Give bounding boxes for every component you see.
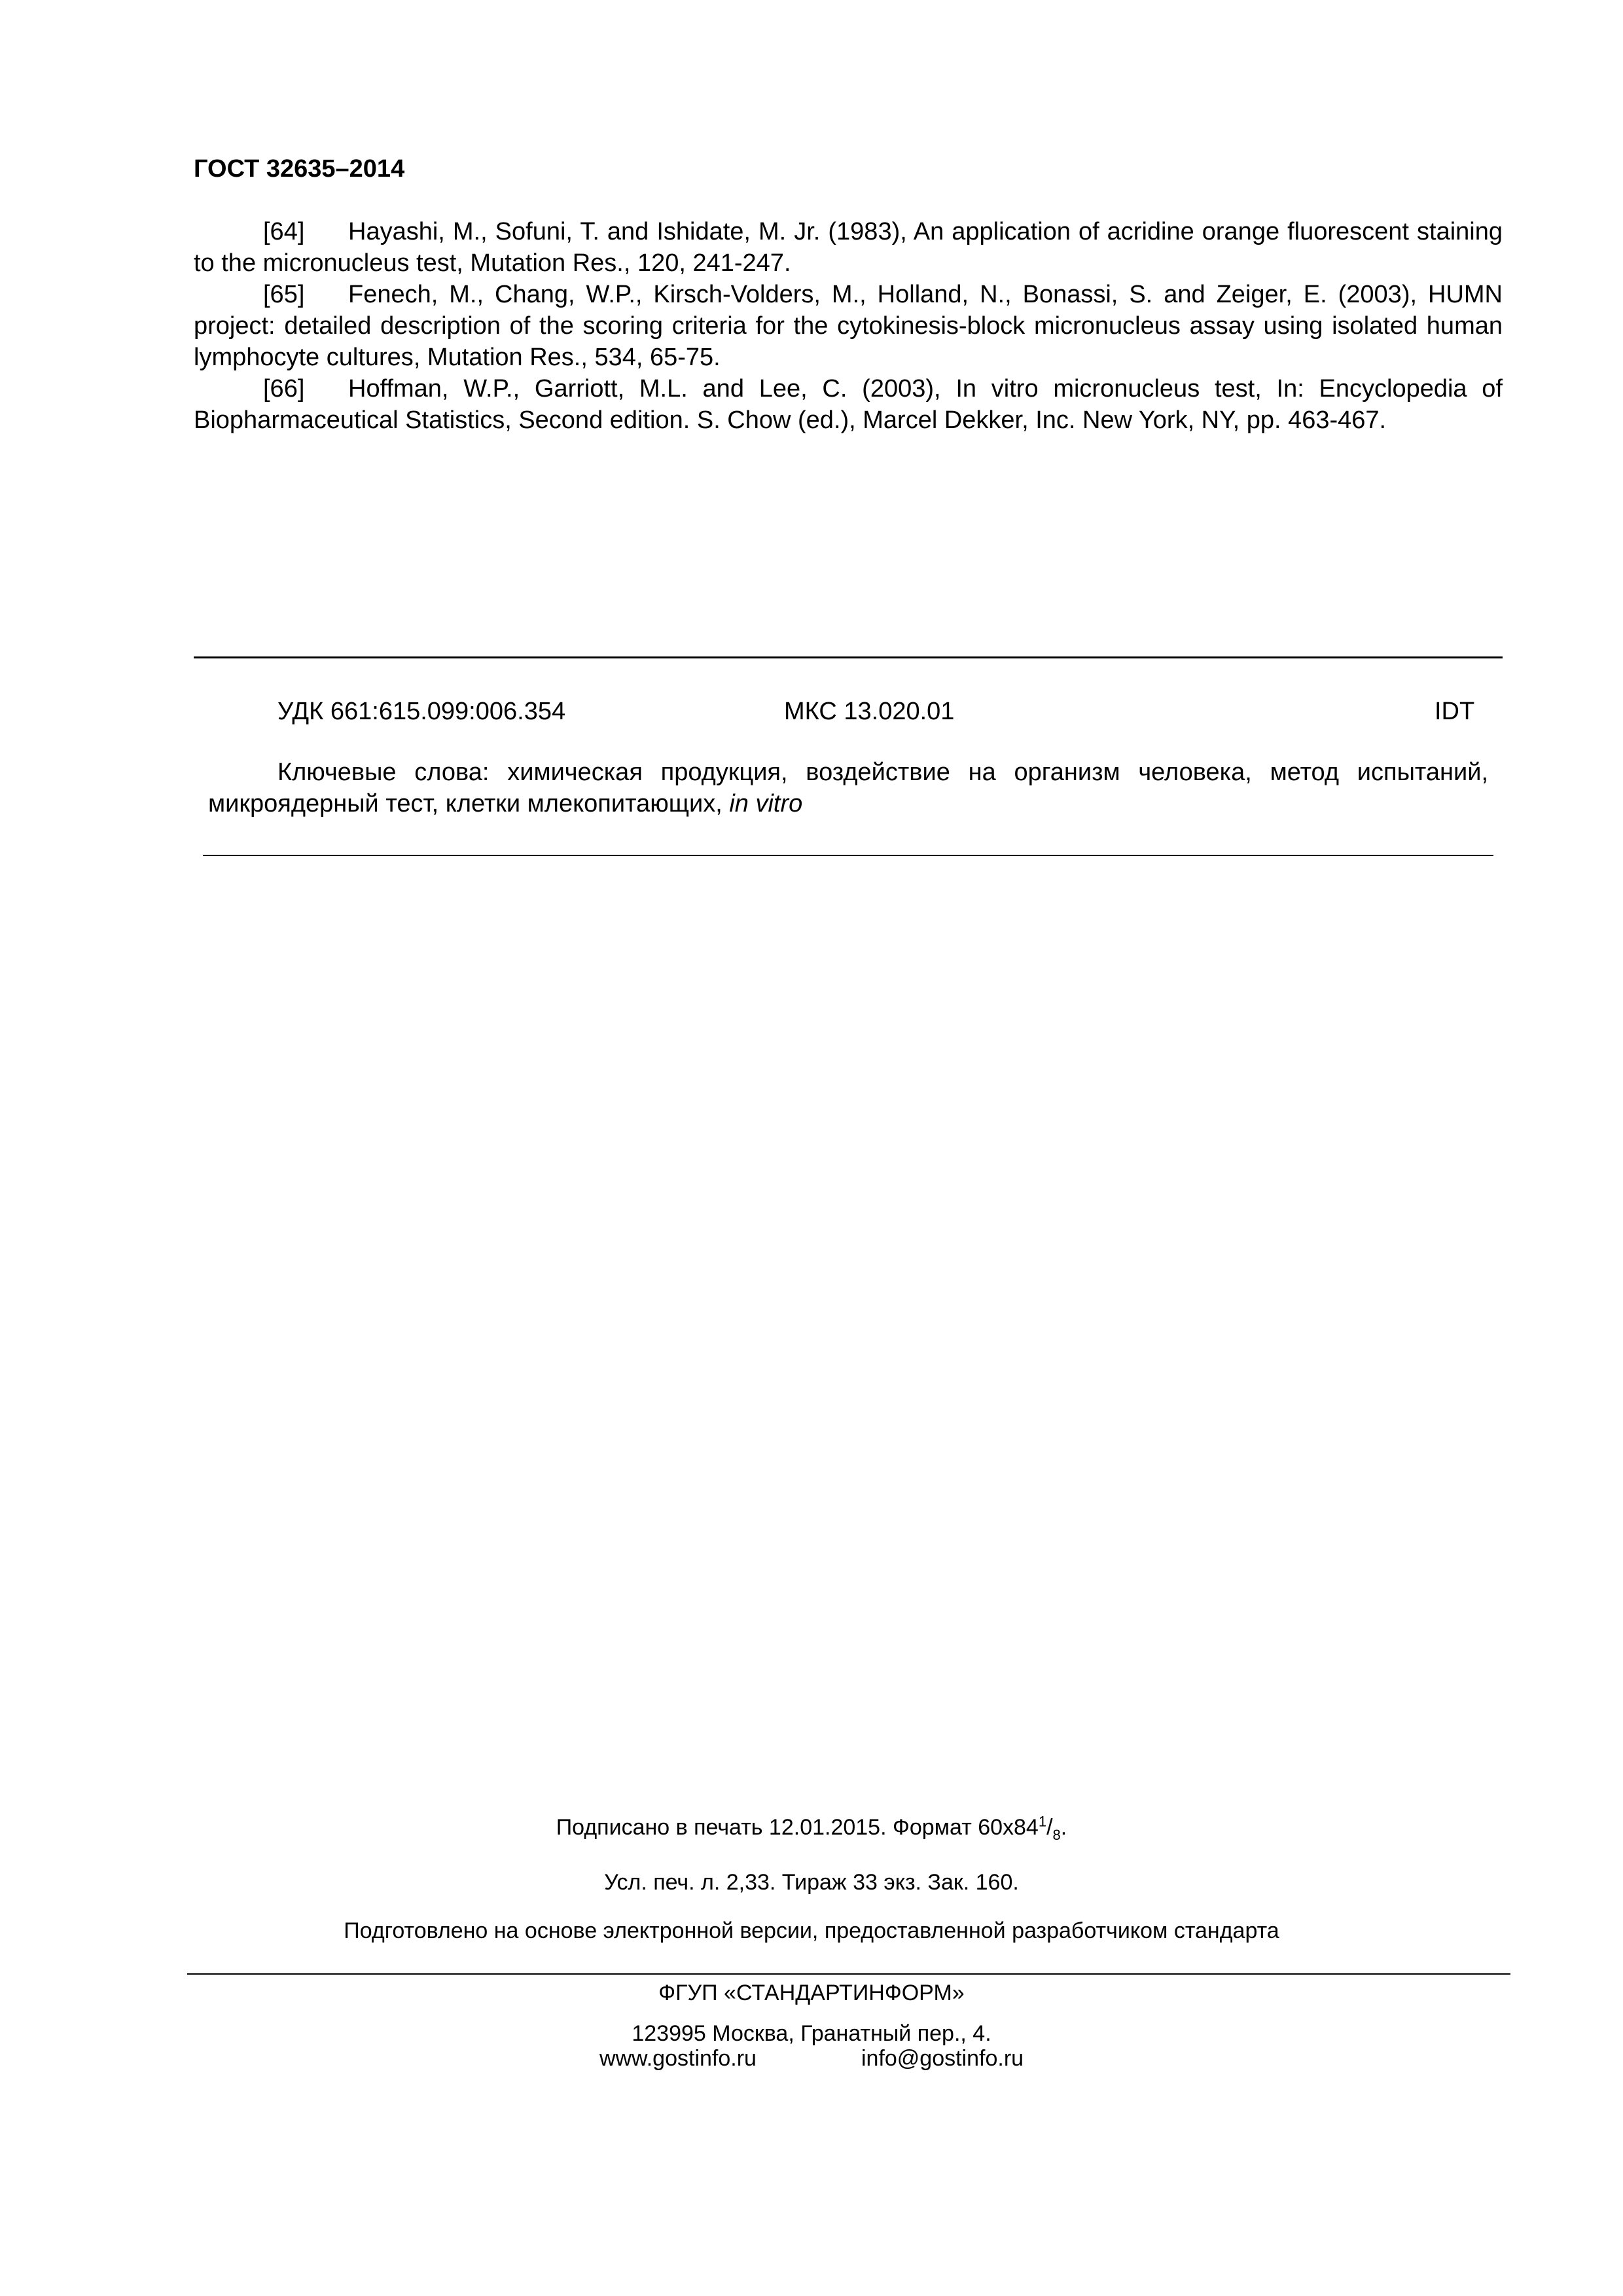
publisher-address: 123995 Москва, Гранатный пер., 4. bbox=[632, 2021, 991, 2046]
format-fraction-denominator: 8 bbox=[1052, 1826, 1061, 1843]
publisher-email-link[interactable]: info@gostinfo.ru bbox=[861, 2046, 1024, 2071]
mks-code: МКС 13.020.01 bbox=[784, 698, 955, 725]
keywords-paragraph bbox=[208, 757, 1488, 819]
imprint-prepared-note: Подготовлено на основе электронной версии, предоставленной разработчиком стандарта bbox=[344, 1918, 1279, 1943]
publisher-contacts bbox=[0, 2044, 1623, 2073]
reference-text: Hayashi, M., Sofuni, T. and Ishidate, M. Jr. (1983), An application of acridine orange fluorescent staining to the micronucleus test, Mutation Res., 120, 241-247. bbox=[194, 218, 1503, 277]
format-fraction-numerator: 1 bbox=[1038, 1813, 1047, 1830]
reference-item bbox=[194, 216, 1503, 279]
reference-item bbox=[194, 373, 1503, 436]
publisher-divider bbox=[187, 1973, 1510, 1975]
reference-number: [66] bbox=[263, 375, 305, 403]
classification-top-divider bbox=[194, 656, 1503, 658]
keywords-text: Ключевые слова: химическая продукция, воздействие на организм человека, метод испытаний, микроядерный тест, клетки млекопитающих, bbox=[208, 759, 1488, 817]
reference-list bbox=[194, 216, 1503, 436]
document-header: ГОСТ 32635–2014 bbox=[194, 155, 405, 183]
keywords-italic-term: in vitro bbox=[729, 790, 803, 817]
reference-text: Fenech, M., Chang, W.P., Kirsch-Volders, M., Holland, N., Bonassi, S. and Zeiger, E. (2003), HUMN project: detailed description of the scoring criteria for the cytokinesis-block micronucleus assay using isolated human lymphocyte cultures, Mutation Res., 534, 65-75. bbox=[194, 281, 1503, 371]
format-suffix: . bbox=[1060, 1815, 1067, 1840]
udk-code: УДК 661:615.099:006.354 bbox=[277, 698, 566, 725]
reference-number: [64] bbox=[263, 218, 305, 245]
publisher-website-link[interactable]: www.gostinfo.ru bbox=[599, 2046, 757, 2071]
reference-text: Hoffman, W.P., Garriott, M.L. and Lee, C. (2003), In vitro micronucleus test, In: Encyclopedia of Biopharmaceutical Statistics, Second edition. S. Chow (ed.), Marcel Dekker, Inc. New York, NY, pp. 463-467. bbox=[194, 375, 1503, 434]
reference-number: [65] bbox=[263, 281, 305, 308]
imprint-signed-text: Подписано в печать 12.01.2015. Формат 60х84 bbox=[556, 1815, 1039, 1840]
imprint-print-details: Усл. печ. л. 2,33. Тираж 33 экз. Зак. 160. bbox=[604, 1870, 1019, 1895]
reference-item bbox=[194, 279, 1503, 373]
imprint-signed-line: Подписано в печать 12.01.2015. Формат $60х84^1/_8$. bbox=[556, 1813, 1067, 1843]
publisher-name: ФГУП «СТАНДАРТИНФОРМ» bbox=[658, 1981, 965, 2005]
keywords-bottom-divider bbox=[203, 855, 1493, 856]
equivalence-mark: IDT bbox=[1435, 698, 1475, 725]
